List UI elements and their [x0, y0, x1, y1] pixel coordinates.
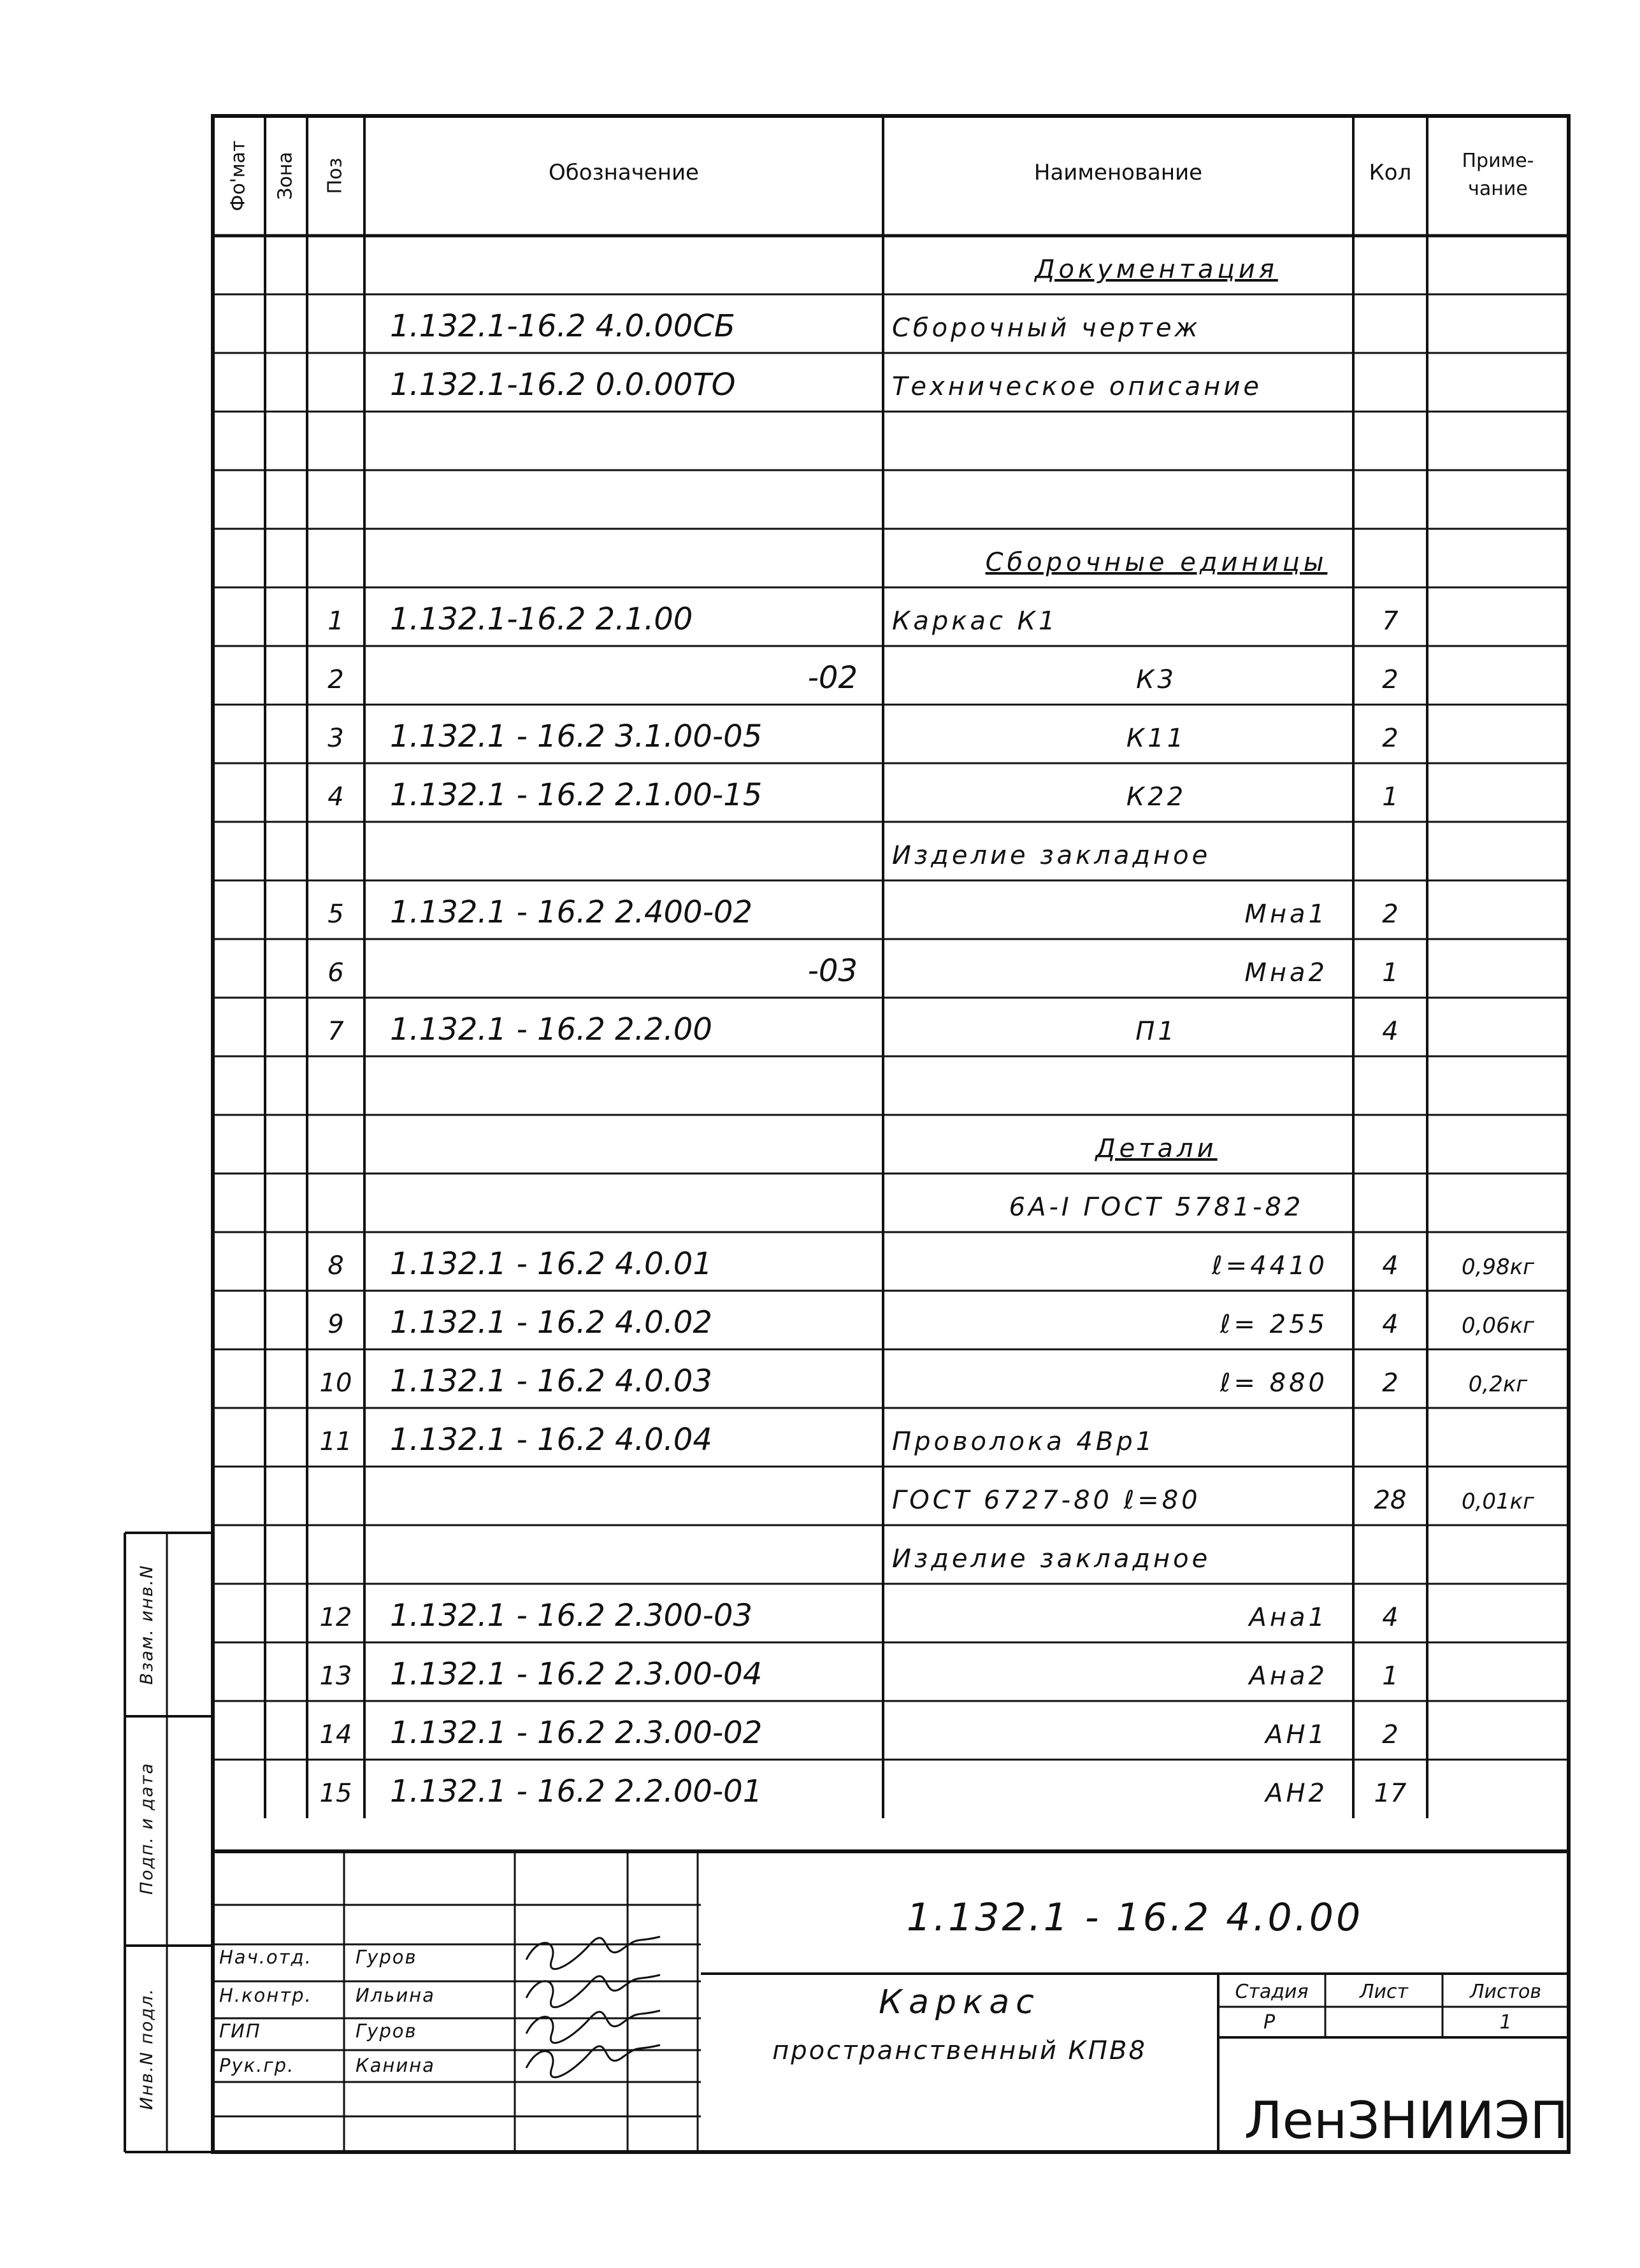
row-name: Мна1 — [1244, 900, 1328, 929]
row-name: Каркас К1 — [892, 606, 1058, 636]
handwritten-signature — [526, 2011, 660, 2043]
signature-role: ГИП — [219, 2020, 261, 2042]
title-block — [213, 1851, 1569, 2152]
table-row — [1094, 1134, 1217, 1163]
row-designation: 1.132.1 - 16.2 4.0.03 — [390, 1363, 712, 1399]
row-name: ГОСТ 6727-80 ℓ=80 — [892, 1486, 1201, 1515]
row-designation: 1.132.1-16.2 0.0.00ТО — [390, 367, 736, 403]
row-name: К3 — [1136, 665, 1177, 694]
row-name: Изделие закладное — [892, 1544, 1211, 1574]
row-name: Ана1 — [1249, 1603, 1328, 1632]
row-name: АН1 — [1265, 1720, 1328, 1749]
signature-name: Гуров — [356, 2020, 417, 2042]
stage-label: Стадия — [1235, 1981, 1309, 2003]
row-name: Проволока 4Вр1 — [892, 1427, 1156, 1456]
row-designation: 1.132.1 - 16.2 4.0.04 — [390, 1422, 712, 1458]
table-header — [227, 141, 1534, 212]
row-designation: 1.132.1 - 16.2 2.1.00-15 — [390, 777, 763, 813]
table-row — [1033, 255, 1278, 284]
row-qty: 4 — [1382, 1310, 1399, 1339]
table-row — [320, 1774, 1407, 1809]
row-pos: 8 — [327, 1251, 344, 1281]
signature-date-label: Подп. и дата — [137, 1762, 157, 1895]
row-qty: 17 — [1374, 1779, 1407, 1808]
note-header-line2: чание — [1468, 178, 1528, 200]
row-note: 0,2кг — [1468, 1372, 1528, 1397]
row-name: К11 — [1126, 724, 1187, 753]
row-name: 6А-I ГОСТ 5781-82 — [1009, 1193, 1304, 1222]
replaces-inventory-label: Взам. инв.N — [137, 1564, 157, 1685]
row-name: ℓ= 880 — [1219, 1368, 1328, 1398]
table-row — [320, 1363, 1529, 1399]
designation-header: Обозначение — [549, 160, 699, 185]
row-name: Детали — [1095, 1134, 1218, 1163]
row-pos: 13 — [319, 1662, 352, 1691]
row-name: ℓ=4410 — [1212, 1251, 1328, 1281]
table-row — [327, 894, 1398, 930]
row-qty: 7 — [1382, 606, 1399, 636]
note-header-line1: Приме- — [1462, 150, 1534, 172]
document-subtitle: пространственный КПВ8 — [772, 2036, 1147, 2065]
table-row — [1009, 1193, 1304, 1222]
signature-role: Рук.гр. — [219, 2055, 295, 2076]
signature-name: Канина — [356, 2055, 435, 2076]
row-pos: 15 — [319, 1779, 352, 1808]
row-pos: 2 — [327, 665, 344, 694]
stage-value: Р — [1263, 2011, 1276, 2034]
row-name: ℓ= 255 — [1219, 1310, 1328, 1339]
signature-role: Нач.отд. — [219, 1946, 312, 1968]
row-designation: -02 — [807, 660, 858, 696]
row-pos: 6 — [327, 958, 344, 987]
table-row — [986, 548, 1328, 577]
row-name: Сборочный чертеж — [892, 313, 1201, 343]
row-name: Документация — [1035, 255, 1278, 284]
row-designation: 1.132.1 - 16.2 2.2.00-01 — [390, 1774, 763, 1809]
row-designation: 1.132.1 - 16.2 2.300-03 — [390, 1598, 752, 1633]
row-name: Сборочные единицы — [985, 548, 1328, 577]
table-row — [390, 367, 1262, 403]
row-pos: 7 — [327, 1017, 344, 1046]
signature-name: Ильина — [356, 1984, 435, 2006]
table-row — [892, 1486, 1535, 1515]
row-qty: 1 — [1382, 1662, 1399, 1691]
sheets-value: 1 — [1499, 2011, 1512, 2034]
row-qty: 1 — [1382, 958, 1399, 987]
sheets-label: Листов — [1469, 1981, 1542, 2003]
row-name: Ана2 — [1249, 1662, 1328, 1691]
row-qty: 2 — [1382, 900, 1399, 929]
row-name: К22 — [1126, 782, 1187, 812]
row-qty: 2 — [1382, 665, 1399, 694]
original-inventory-label: Инв.N подл. — [137, 1988, 157, 2110]
row-pos: 5 — [327, 900, 344, 929]
format-header: Фо'мат — [227, 140, 250, 212]
table-row — [390, 308, 1201, 344]
row-pos: 3 — [327, 724, 344, 753]
row-name: Мна2 — [1244, 958, 1328, 987]
row-qty: 1 — [1382, 782, 1399, 812]
row-pos: 12 — [319, 1603, 352, 1632]
table-row — [327, 660, 1398, 696]
side-stamp — [125, 1533, 213, 2152]
row-designation: 1.132.1 - 16.2 3.1.00-05 — [390, 719, 763, 754]
table-row — [327, 719, 1398, 754]
name-header: Наименование — [1033, 160, 1203, 185]
row-designation: 1.132.1-16.2 4.0.00СБ — [390, 308, 735, 344]
row-qty: 2 — [1382, 1720, 1399, 1749]
row-note: 0,98кг — [1461, 1254, 1535, 1280]
row-name: АН2 — [1265, 1779, 1328, 1808]
row-designation: 1.132.1 - 16.2 2.400-02 — [390, 894, 752, 930]
row-qty: 4 — [1382, 1251, 1399, 1281]
table-row — [892, 841, 1211, 870]
row-pos: 4 — [327, 782, 344, 812]
organization-name: ЛенЗНИИЭП — [1244, 2091, 1569, 2150]
handwritten-signature — [526, 1937, 660, 1969]
qty-header: Кол — [1369, 160, 1412, 185]
row-qty: 4 — [1382, 1603, 1399, 1632]
row-designation: 1.132.1-16.2 2.1.00 — [390, 601, 693, 637]
document-code: 1.132.1 - 16.2 4.0.00 — [906, 1895, 1363, 1940]
table-row — [327, 1012, 1398, 1047]
row-qty: 2 — [1382, 1368, 1399, 1398]
row-qty: 28 — [1374, 1486, 1407, 1515]
row-qty: 2 — [1382, 724, 1399, 753]
table-row — [892, 1544, 1211, 1574]
row-designation: 1.132.1 - 16.2 4.0.01 — [390, 1246, 712, 1282]
pos-header: Поз — [324, 157, 347, 194]
row-pos: 9 — [327, 1310, 344, 1339]
signature-name: Гуров — [356, 1946, 417, 1968]
table-row — [327, 601, 1399, 637]
signature-role: Н.контр. — [219, 1984, 312, 2006]
row-designation: 1.132.1 - 16.2 4.0.02 — [390, 1305, 712, 1340]
row-name: Техническое описание — [892, 372, 1262, 401]
table-row — [320, 1422, 1156, 1458]
row-note: 0,01кг — [1461, 1489, 1535, 1514]
table-row — [327, 953, 1398, 989]
handwritten-signature — [526, 1975, 660, 2007]
sheet-label: Лист — [1359, 1981, 1409, 2003]
row-pos: 10 — [319, 1368, 352, 1398]
row-name: Изделие закладное — [892, 841, 1211, 870]
table-row — [320, 1656, 1399, 1692]
table-row — [327, 777, 1398, 813]
row-note: 0,06кг — [1461, 1313, 1535, 1339]
row-pos: 11 — [319, 1427, 352, 1456]
row-designation: -03 — [807, 953, 858, 989]
table-row — [320, 1598, 1399, 1633]
row-pos: 1 — [327, 606, 344, 636]
table-grid — [213, 116, 1569, 2152]
row-qty: 4 — [1382, 1017, 1399, 1046]
zone-header: Зона — [274, 152, 297, 200]
row-designation: 1.132.1 - 16.2 2.2.00 — [390, 1012, 712, 1047]
row-pos: 14 — [319, 1720, 352, 1749]
table-row — [320, 1715, 1399, 1751]
document-title: Каркас — [879, 1983, 1040, 2021]
row-designation: 1.132.1 - 16.2 2.3.00-04 — [390, 1656, 763, 1692]
row-name: П1 — [1135, 1017, 1177, 1046]
row-designation: 1.132.1 - 16.2 2.3.00-02 — [390, 1715, 763, 1751]
